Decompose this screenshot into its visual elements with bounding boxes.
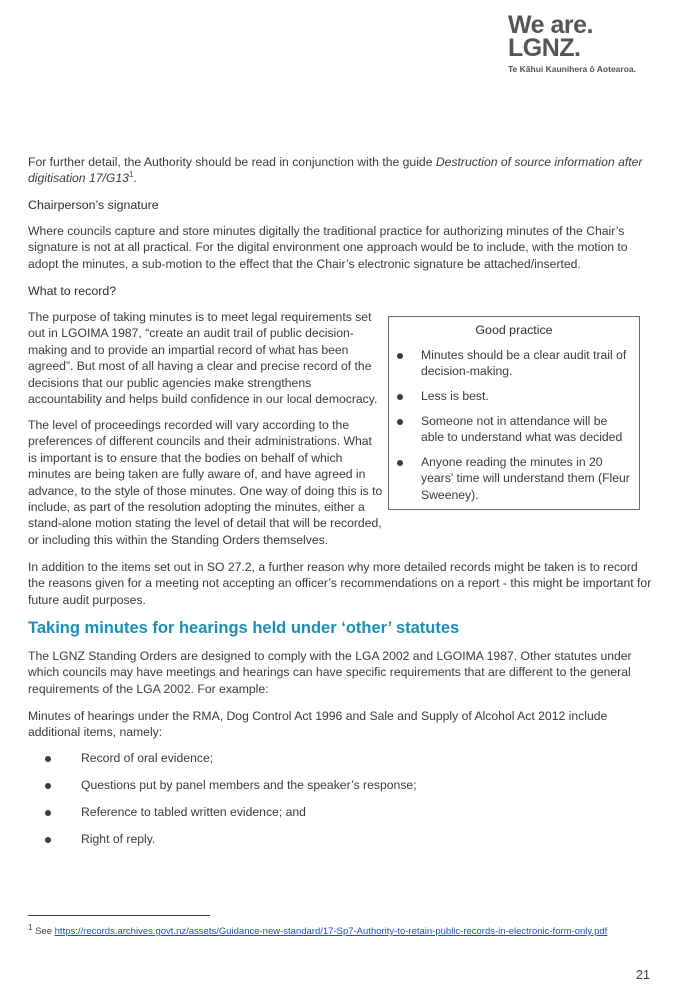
footnote-divider [28, 915, 210, 916]
level-of-proceedings-paragraph: The level of proceedings recorded will vary according to the preferences of different councils and their administrations. What is important is to ensure that the bodies on behalf of which minutes are being taken are fully aware of, and have agreed in advance, to the style of those minutes. One way of doing this is to include, as part of the resolution adopting the minutes, either a stand-alone motion stating the level of detail that will be recorded, or including this within the Standing Orders themselves. [28, 418, 383, 547]
footnote-reference[interactable]: 1 [128, 170, 134, 180]
bullet-icon [397, 419, 403, 425]
logo-tagline: Te Kāhui Kaunihera ō Aotearoa. [508, 64, 636, 74]
footnote-prefix: See [32, 926, 55, 937]
intro-end: . [133, 171, 137, 186]
bullet-icon [45, 810, 51, 816]
what-to-record-heading: What to record? [28, 284, 117, 298]
good-practice-title: Good practice [475, 323, 553, 337]
bullet-icon [397, 460, 403, 466]
good-practice-item: Less is best. [421, 389, 489, 403]
good-practice-item: Anyone reading the minutes in 20 years’ time will understand them (Fleur Sweeney). [421, 455, 630, 502]
guide-title: Destruction of source information after digitisation 17/G13 [28, 155, 643, 186]
chair-signature-heading: Chairperson’s signature [28, 198, 159, 212]
lgnz-logo [508, 11, 658, 74]
hearing-item-list-item: Record of oral evidence; [81, 751, 214, 765]
bullet-icon [45, 837, 51, 843]
hearing-item-list-item: Questions put by panel members and the speaker’s response; [81, 778, 417, 792]
audit-reasons-paragraph: In addition to the items set out in SO 27.2, a further reason why more detailed records might be taken is to record the reasons given for a meeting not accepting an officer’s recommendations on a report - this might be important for future audit purposes. [28, 560, 652, 607]
good-practice-item: Minutes should be a clear audit trail of decision-making. [421, 348, 627, 379]
bullet-icon [45, 783, 51, 789]
logo-line-2: LGNZ. [508, 34, 581, 62]
bullet-icon [45, 756, 51, 762]
hearings-heading: Taking minutes for hearings held under ‘other’ statutes [28, 619, 460, 637]
page-number: 21 [636, 968, 650, 982]
footnote-link[interactable]: https://records.archives.govt.nz/assets/Guidance-new-standard/17-Sp7-Authority-to-retain-public-records-in-electronic-form-only.pdf [54, 926, 608, 937]
bullet-icon [397, 353, 403, 359]
hearing-item-list-item: Right of reply. [81, 832, 156, 846]
bullet-icon [397, 394, 403, 400]
standing-orders-paragraph: The LGNZ Standing Orders are designed to comply with the LGA 2002 and LGOIMA 1987. Other statutes under which councils may have meetings and hearings can have specific requirements that are different to the general requirements of the LGA 2002. For example: [28, 649, 632, 696]
hearing-item-list-item: Reference to tabled written evidence; and [81, 805, 306, 819]
logo-line-1: We are. [508, 11, 593, 39]
good-practice-item: Someone not in attendance will be able to understand what was decided [421, 414, 623, 445]
rma-hearings-paragraph: Minutes of hearings under the RMA, Dog Control Act 1996 and Sale and Supply of Alcohol Act 2012 include additional items, namely: [28, 709, 608, 740]
good-practice-box [388, 316, 640, 510]
chair-signature-paragraph: Where councils capture and store minutes digitally the traditional practice for authorizing minutes of the Chair’s signature is not at all practical. For the digital environment one approach would be to include, with the motion to adopt the minutes, a sub-motion to the effect that the Chair’s electronic signature be attached/inserted. [28, 224, 628, 271]
footnote [28, 922, 608, 938]
footnote-number: 1 [28, 922, 33, 932]
purpose-paragraph: The purpose of taking minutes is to meet legal requirements set out in LGOIMA 1987, “create an audit trail of public decision-making and to provide an impartial record of what has been agreed”. But most of all having a clear and precise record of the decisions that our public agencies make strengthens accountability and helps build confidence in our local democracy. [28, 310, 378, 407]
intro-paragraph [28, 154, 652, 187]
intro-text: For further detail, the Authority should be read in conjunction with the guide [28, 155, 436, 169]
